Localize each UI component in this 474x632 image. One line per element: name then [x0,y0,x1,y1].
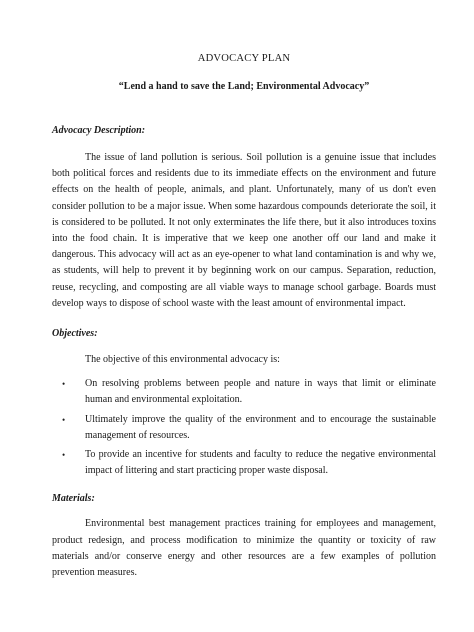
bullet-icon: • [62,450,66,461]
objective-item-text: Ultimately improve the quality of the environment and to encourage the sustainable management of resources. [85,413,436,441]
objectives-intro: The objective of this environmental advocacy is: [85,354,280,366]
materials-heading: Materials: [52,493,95,505]
advocacy-description-heading: Advocacy Description: [52,125,146,136]
document-title: ADVOCACY PLAN [197,53,291,64]
objective-item [52,376,436,408]
objectives-list [52,376,436,479]
materials-text: Environmental best management practices training for employees and management, product redesign, and process modification to minimize the quantity or toxicity of raw materials and/or conserve energy and other resources are a few examples of pollution prevention measures. [52,518,436,579]
bullet-icon: • [62,379,66,390]
objective-item-text: On resolving problems between people and nature in ways that limit or eliminate human and environmental exploitation. [85,378,436,406]
objective-item [52,412,436,444]
document-subtitle: “Lend a hand to save the Land; Environmental Advocacy” [118,81,370,92]
objective-item [52,447,436,479]
objective-item-text: To provide an incentive for students and faculty to reduce the negative environmental impact of littering and start practicing proper waste disposal. [85,449,436,477]
bullet-icon: • [62,414,66,425]
advocacy-description-text: The issue of land pollution is serious. Soil pollution is a genuine issue that includes both political forces and residents due to its immediate effects on the environment and future effects on the health of people, animals, and plant. Unfortunately, many of us don't even consider pollution to be a major issue. When some hazardous compounds deteriorate the soil, it is considered to be polluted. It not only exterminates the life there, but it also introduces toxins into the food chain. It is imperative that we keep one another off our land and make it dangerous. This advocacy will act as an eye-opener to what land contamination is and why we, as students, will help to prevent it by beginning work on our campus. Separation, reduction, reuse, recycling, and composting are all viable ways to manage school garbage. Boards must develop ways to dispose of school waste with the least amount of environmental impact. [52,152,436,309]
objectives-heading: Objectives: [52,328,98,340]
